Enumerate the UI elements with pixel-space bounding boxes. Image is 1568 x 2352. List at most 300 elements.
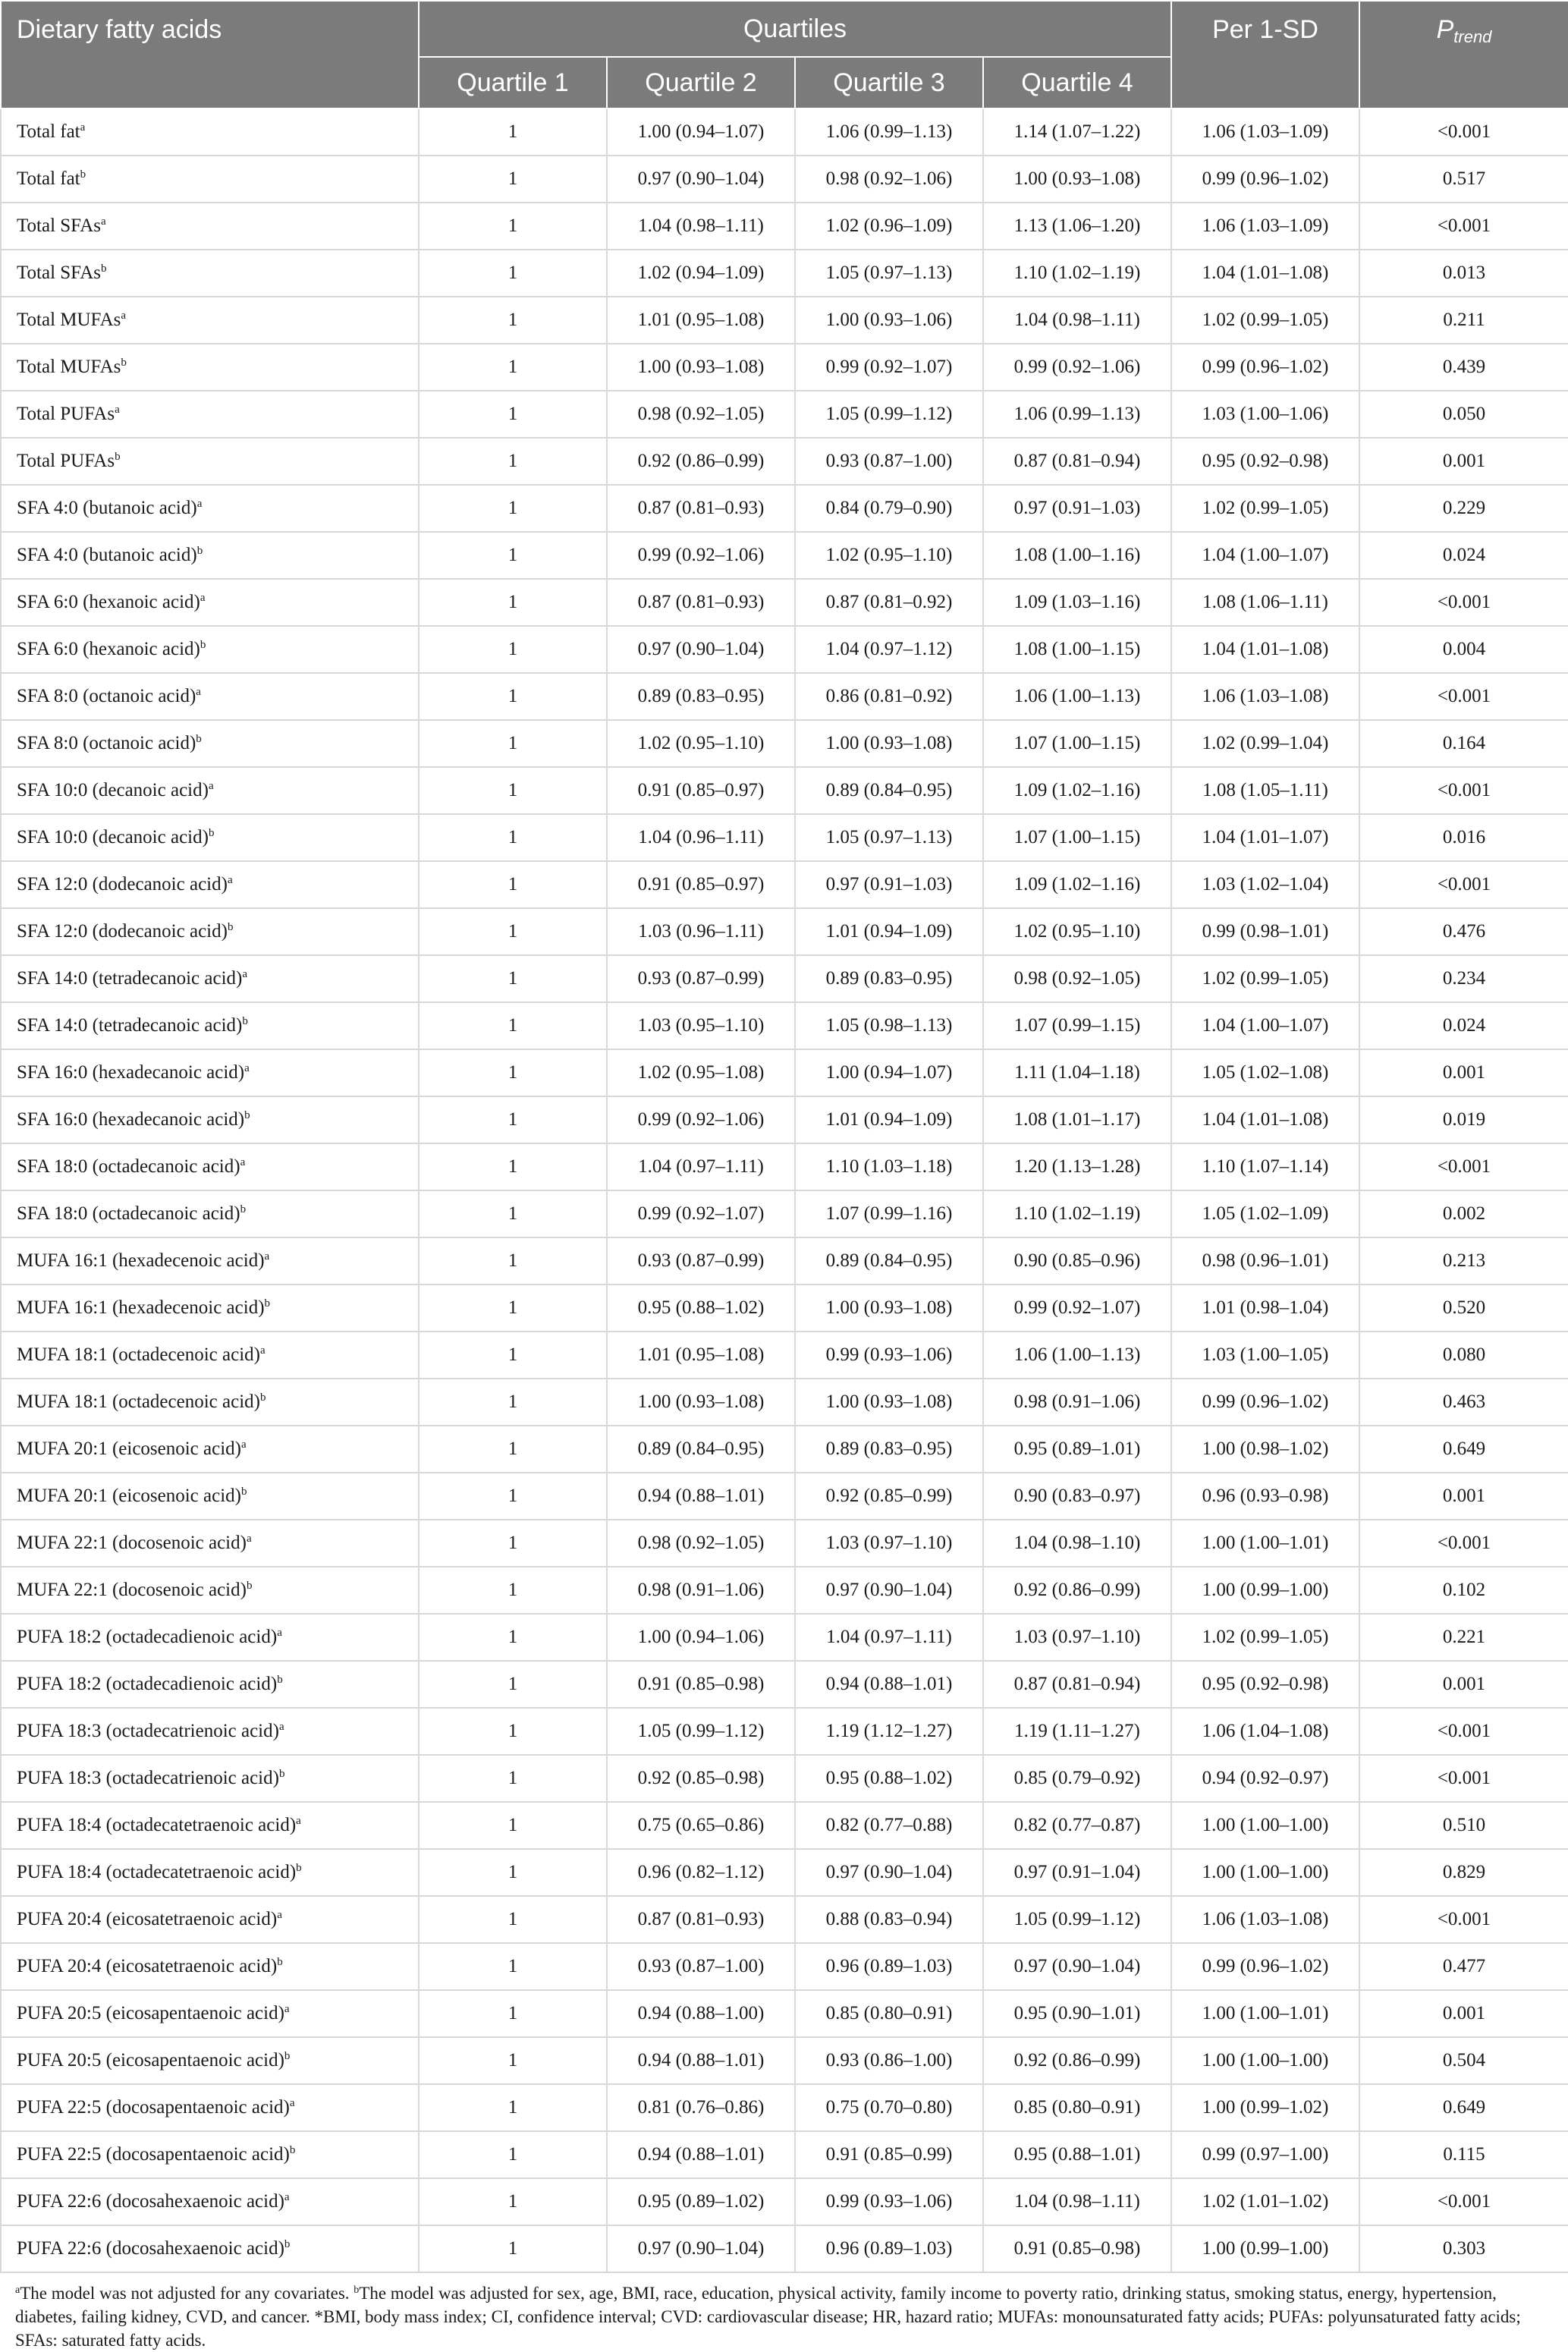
per-sd-cell: 1.04 (1.01–1.08) (1171, 626, 1359, 673)
quartile-3-cell: 0.85 (0.80–0.91) (795, 1990, 983, 2037)
fatty-acid-name: MUFA 20:1 (eicosenoic acid) (17, 1439, 241, 1459)
quartile-4-cell: 0.82 (0.77–0.87) (983, 1802, 1171, 1849)
model-footnote-marker: a (80, 121, 86, 134)
model-footnote-marker: b (284, 2238, 291, 2250)
fatty-acid-name-cell (1, 344, 419, 391)
fatty-acid-name: Total PUFAs (17, 404, 115, 424)
quartile-3-cell: 0.96 (0.89–1.03) (795, 1943, 983, 1990)
quartile-4-cell: 1.07 (1.00–1.15) (983, 720, 1171, 767)
table-row (1, 861, 1568, 908)
model-footnote-marker: a (264, 1250, 270, 1262)
quartile-2-cell: 1.00 (0.94–1.06) (607, 1614, 795, 1661)
quartile-3-cell: 1.02 (0.95–1.10) (795, 532, 983, 579)
per-sd-cell: 0.94 (0.92–0.97) (1171, 1755, 1359, 1802)
quartile-3-cell: 1.07 (0.99–1.16) (795, 1190, 983, 1237)
fatty-acid-name-cell (1, 673, 419, 720)
model-footnote-marker: b (278, 1768, 285, 1780)
fatty-acid-name: PUFA 20:4 (eicosatetraenoic acid) (17, 1956, 278, 1976)
fatty-acid-name-cell (1, 1237, 419, 1284)
fatty-acid-name-cell (1, 1049, 419, 1096)
quartile-4-cell: 0.91 (0.85–0.98) (983, 2225, 1171, 2272)
fatty-acid-name: MUFA 22:1 (docosenoic acid) (17, 1533, 247, 1553)
quartile-4-cell: 0.95 (0.90–1.01) (983, 1990, 1171, 2037)
quartile-2-cell: 0.95 (0.89–1.02) (607, 2178, 795, 2225)
fatty-acid-name: SFA 12:0 (dodecanoic acid) (17, 921, 228, 942)
fatty-acid-name: SFA 8:0 (octanoic acid) (17, 686, 196, 706)
table-row (1, 1379, 1568, 1426)
table-row (1, 485, 1568, 532)
table-row (1, 1473, 1568, 1520)
quartile-2-cell: 0.94 (0.88–1.00) (607, 1990, 795, 2037)
fatty-acid-name: Total fat (17, 121, 80, 142)
quartile-1-cell: 1 (419, 2084, 607, 2131)
fatty-acid-name-cell (1, 108, 419, 156)
quartile-1-cell: 1 (419, 861, 607, 908)
model-footnote-marker: b (121, 357, 127, 369)
model-footnote-marker: b (242, 1015, 248, 1027)
fatty-acid-name: SFA 10:0 (decanoic acid) (17, 780, 209, 800)
p-trend-cell: 0.213 (1359, 1237, 1568, 1284)
quartile-3-cell: 1.00 (0.93–1.08) (795, 720, 983, 767)
fatty-acid-name-cell (1, 720, 419, 767)
model-footnote-marker: b (80, 168, 86, 181)
quartile-2-cell: 1.01 (0.95–1.08) (607, 297, 795, 344)
quartile-4-cell: 1.06 (1.00–1.13) (983, 1332, 1171, 1379)
quartile-1-cell: 1 (419, 1473, 607, 1520)
footnote-a-marker: a (15, 2284, 20, 2296)
p-trend-cell: 0.477 (1359, 1943, 1568, 1990)
quartile-4-cell: 1.05 (0.99–1.12) (983, 1896, 1171, 1943)
per-sd-cell: 1.03 (1.00–1.05) (1171, 1332, 1359, 1379)
per-sd-cell: 1.00 (1.00–1.01) (1171, 1520, 1359, 1567)
quartile-1-cell: 1 (419, 767, 607, 814)
model-footnote-marker: b (277, 1956, 283, 1968)
fatty-acid-name: SFA 14:0 (tetradecanoic acid) (17, 1015, 243, 1036)
quartile-1-cell: 1 (419, 1943, 607, 1990)
quartile-3-cell: 0.93 (0.87–1.00) (795, 438, 983, 485)
per-sd-cell: 0.95 (0.92–0.98) (1171, 438, 1359, 485)
per-sd-cell: 1.04 (1.00–1.07) (1171, 532, 1359, 579)
fatty-acid-name: PUFA 18:4 (octadecatetraenoic acid) (17, 1862, 297, 1882)
quartile-4-cell: 0.99 (0.92–1.06) (983, 344, 1171, 391)
quartile-4-cell: 1.03 (0.97–1.10) (983, 1614, 1171, 1661)
model-footnote-marker: b (246, 1580, 253, 1592)
quartile-4-cell: 1.09 (1.02–1.16) (983, 767, 1171, 814)
table-row (1, 1426, 1568, 1473)
table-row (1, 1190, 1568, 1237)
quartile-4-cell: 0.95 (0.89–1.01) (983, 1426, 1171, 1473)
per-sd-cell: 1.02 (0.99–1.05) (1171, 485, 1359, 532)
quartile-2-cell: 0.93 (0.87–0.99) (607, 955, 795, 1002)
header-quartile-4: Quartile 4 (983, 57, 1171, 108)
fatty-acid-name: PUFA 18:2 (octadecadienoic acid) (17, 1674, 278, 1694)
table-row (1, 1002, 1568, 1049)
p-trend-cell: 0.004 (1359, 626, 1568, 673)
quartile-2-cell: 0.75 (0.65–0.86) (607, 1802, 795, 1849)
model-footnote-marker: b (259, 1391, 266, 1404)
fatty-acid-name-cell (1, 814, 419, 861)
model-footnote-marker: b (289, 2144, 296, 2156)
p-trend-cell: 0.476 (1359, 908, 1568, 955)
quartile-4-cell: 1.13 (1.06–1.20) (983, 203, 1171, 250)
quartile-1-cell: 1 (419, 1802, 607, 1849)
quartile-3-cell: 0.84 (0.79–0.90) (795, 485, 983, 532)
quartile-2-cell: 0.91 (0.85–0.98) (607, 1661, 795, 1708)
per-sd-cell: 1.06 (1.04–1.08) (1171, 1708, 1359, 1755)
quartile-4-cell: 0.98 (0.92–1.05) (983, 955, 1171, 1002)
quartile-2-cell: 0.81 (0.76–0.86) (607, 2084, 795, 2131)
model-footnote-marker: b (277, 1674, 283, 1686)
fatty-acid-name-cell (1, 2037, 419, 2084)
model-footnote-marker: a (101, 215, 106, 228)
quartile-4-cell: 1.08 (1.00–1.16) (983, 532, 1171, 579)
quartile-4-cell: 0.92 (0.86–0.99) (983, 2037, 1171, 2084)
quartile-2-cell: 1.00 (0.93–1.08) (607, 1379, 795, 1426)
quartile-2-cell: 0.97 (0.90–1.04) (607, 626, 795, 673)
model-footnote-marker: a (277, 1909, 282, 1921)
quartile-1-cell: 1 (419, 344, 607, 391)
quartile-1-cell: 1 (419, 720, 607, 767)
quartile-2-cell: 0.98 (0.92–1.05) (607, 1520, 795, 1567)
model-footnote-marker: a (200, 592, 206, 604)
quartile-4-cell: 1.06 (1.00–1.13) (983, 673, 1171, 720)
fatty-acid-name-cell (1, 1896, 419, 1943)
fatty-acid-name-cell (1, 250, 419, 297)
per-sd-cell: 1.01 (0.98–1.04) (1171, 1284, 1359, 1332)
model-footnote-marker: a (208, 780, 214, 792)
quartile-1-cell: 1 (419, 1614, 607, 1661)
quartile-2-cell: 0.99 (0.92–1.06) (607, 1096, 795, 1143)
quartile-1-cell: 1 (419, 1284, 607, 1332)
model-footnote-marker: a (289, 2097, 295, 2109)
fatty-acid-name-cell (1, 1708, 419, 1755)
quartile-2-cell: 0.98 (0.92–1.05) (607, 391, 795, 438)
table-row (1, 1049, 1568, 1096)
fatty-acid-name: PUFA 22:5 (docosapentaenoic acid) (17, 2144, 290, 2165)
quartile-3-cell: 0.89 (0.83–0.95) (795, 1426, 983, 1473)
p-trend-cell: 0.001 (1359, 1049, 1568, 1096)
quartile-4-cell: 0.85 (0.80–0.91) (983, 2084, 1171, 2131)
quartile-1-cell: 1 (419, 1332, 607, 1379)
p-trend-cell: 0.649 (1359, 2084, 1568, 2131)
p-trend-cell: 0.649 (1359, 1426, 1568, 1473)
fatty-acid-name: PUFA 18:4 (octadecatetraenoic acid) (17, 1815, 297, 1835)
quartile-2-cell: 1.05 (0.99–1.12) (607, 1708, 795, 1755)
fatty-acid-name: Total fat (17, 168, 80, 189)
quartile-2-cell: 1.02 (0.94–1.09) (607, 250, 795, 297)
quartile-3-cell: 0.96 (0.89–1.03) (795, 2225, 983, 2272)
fatty-acid-name: Total PUFAs (17, 451, 115, 471)
header-p-trend (1359, 1, 1568, 108)
quartile-2-cell: 1.02 (0.95–1.08) (607, 1049, 795, 1096)
model-footnote-marker: b (200, 639, 206, 651)
fatty-acid-name-cell (1, 1990, 419, 2037)
quartile-3-cell: 1.05 (0.97–1.13) (795, 250, 983, 297)
quartile-3-cell: 1.05 (0.97–1.13) (795, 814, 983, 861)
quartile-1-cell: 1 (419, 1190, 607, 1237)
model-footnote-marker: a (246, 1533, 252, 1545)
quartile-1-cell: 1 (419, 1567, 607, 1614)
p-trend-cell: 0.102 (1359, 1567, 1568, 1614)
quartile-1-cell: 1 (419, 1096, 607, 1143)
fatty-acid-name: SFA 6:0 (hexanoic acid) (17, 639, 200, 659)
fatty-acid-name: SFA 14:0 (tetradecanoic acid) (17, 968, 243, 989)
model-footnote-marker: a (196, 686, 201, 698)
quartile-3-cell: 0.99 (0.92–1.07) (795, 344, 983, 391)
p-trend-cell: <0.001 (1359, 108, 1568, 156)
quartile-4-cell: 1.04 (0.98–1.11) (983, 297, 1171, 344)
header-dietary-fatty-acids: Dietary fatty acids (1, 1, 419, 108)
quartile-4-cell: 1.04 (0.98–1.11) (983, 2178, 1171, 2225)
quartile-3-cell: 1.01 (0.94–1.09) (795, 1096, 983, 1143)
quartile-3-cell: 1.00 (0.94–1.07) (795, 1049, 983, 1096)
table-row (1, 2037, 1568, 2084)
per-sd-cell: 1.00 (0.99–1.02) (1171, 2084, 1359, 2131)
quartile-4-cell: 1.02 (0.95–1.10) (983, 908, 1171, 955)
quartile-1-cell: 1 (419, 2131, 607, 2178)
per-sd-cell: 0.99 (0.97–1.00) (1171, 2131, 1359, 2178)
per-sd-cell: 0.99 (0.98–1.01) (1171, 908, 1359, 955)
quartile-3-cell: 0.94 (0.88–1.01) (795, 1661, 983, 1708)
fatty-acid-name: PUFA 20:5 (eicosapentaenoic acid) (17, 2003, 284, 2023)
quartile-1-cell: 1 (419, 1849, 607, 1896)
quartile-3-cell: 0.89 (0.83–0.95) (795, 955, 983, 1002)
quartile-1-cell: 1 (419, 1990, 607, 2037)
quartile-2-cell: 0.97 (0.90–1.04) (607, 2225, 795, 2272)
per-sd-cell: 1.02 (1.01–1.02) (1171, 2178, 1359, 2225)
table-row (1, 391, 1568, 438)
quartile-1-cell: 1 (419, 108, 607, 156)
quartile-4-cell: 1.04 (0.98–1.10) (983, 1520, 1171, 1567)
quartile-1-cell: 1 (419, 1379, 607, 1426)
quartile-3-cell: 0.86 (0.81–0.92) (795, 673, 983, 720)
quartile-4-cell: 1.08 (1.01–1.17) (983, 1096, 1171, 1143)
model-footnote-marker: b (284, 2050, 291, 2062)
table-row (1, 250, 1568, 297)
table-row (1, 814, 1568, 861)
quartile-4-cell: 1.06 (0.99–1.13) (983, 391, 1171, 438)
quartile-3-cell: 0.95 (0.88–1.02) (795, 1755, 983, 1802)
table-row (1, 1990, 1568, 2037)
fatty-acid-name-cell (1, 955, 419, 1002)
table-row (1, 344, 1568, 391)
fatty-acid-name-cell (1, 2084, 419, 2131)
quartile-2-cell: 0.93 (0.87–0.99) (607, 1237, 795, 1284)
per-sd-cell: 1.03 (1.02–1.04) (1171, 861, 1359, 908)
quartile-4-cell: 0.97 (0.90–1.04) (983, 1943, 1171, 1990)
model-footnote-marker: a (241, 1439, 247, 1451)
p-trend-cell: 0.016 (1359, 814, 1568, 861)
p-trend-cell: <0.001 (1359, 203, 1568, 250)
p-trend-cell: 0.439 (1359, 344, 1568, 391)
quartile-4-cell: 1.09 (1.03–1.16) (983, 579, 1171, 626)
quartile-3-cell: 0.98 (0.92–1.06) (795, 156, 983, 203)
table-row (1, 1567, 1568, 1614)
fatty-acid-name: PUFA 22:5 (docosapentaenoic acid) (17, 2097, 290, 2118)
per-sd-cell: 1.00 (0.98–1.02) (1171, 1426, 1359, 1473)
fatty-acid-name-cell (1, 579, 419, 626)
fatty-acid-name-cell (1, 1002, 419, 1049)
p-trend-cell: 0.001 (1359, 438, 1568, 485)
table-row (1, 720, 1568, 767)
p-trend-cell: 0.001 (1359, 1661, 1568, 1708)
quartile-2-cell: 1.04 (0.97–1.11) (607, 1143, 795, 1190)
fatty-acid-name-cell (1, 1567, 419, 1614)
fatty-acid-name-cell (1, 1284, 419, 1332)
fatty-acid-name-cell (1, 391, 419, 438)
quartile-1-cell: 1 (419, 532, 607, 579)
p-trend-cell: 0.001 (1359, 1990, 1568, 2037)
fatty-acid-name: SFA 10:0 (decanoic acid) (17, 827, 209, 847)
per-sd-cell: 1.06 (1.03–1.08) (1171, 1896, 1359, 1943)
quartile-2-cell: 0.92 (0.86–0.99) (607, 438, 795, 485)
table-row (1, 1284, 1568, 1332)
quartile-1-cell: 1 (419, 2225, 607, 2272)
per-sd-cell: 1.06 (1.03–1.09) (1171, 108, 1359, 156)
model-footnote-marker: a (284, 2003, 290, 2015)
p-trend-cell: 0.080 (1359, 1332, 1568, 1379)
fatty-acid-name-cell (1, 1332, 419, 1379)
quartile-4-cell: 1.11 (1.04–1.18) (983, 1049, 1171, 1096)
quartile-2-cell: 1.01 (0.95–1.08) (607, 1332, 795, 1379)
quartile-3-cell: 0.97 (0.90–1.04) (795, 1567, 983, 1614)
per-sd-cell: 1.00 (1.00–1.00) (1171, 1802, 1359, 1849)
fatty-acid-name: MUFA 18:1 (octadecenoic acid) (17, 1344, 260, 1365)
quartile-1-cell: 1 (419, 579, 607, 626)
quartile-1-cell: 1 (419, 203, 607, 250)
per-sd-cell: 1.00 (0.99–1.00) (1171, 1567, 1359, 1614)
p-trend-cell: <0.001 (1359, 1896, 1568, 1943)
per-sd-cell: 1.08 (1.05–1.11) (1171, 767, 1359, 814)
quartile-2-cell: 0.93 (0.87–1.00) (607, 1943, 795, 1990)
quartile-2-cell: 0.94 (0.88–1.01) (607, 2037, 795, 2084)
quartile-2-cell: 0.94 (0.88–1.01) (607, 1473, 795, 1520)
model-footnote-marker: a (296, 1815, 301, 1827)
quartile-4-cell: 1.08 (1.00–1.15) (983, 626, 1171, 673)
table-row (1, 1896, 1568, 1943)
per-sd-cell: 1.04 (1.01–1.08) (1171, 250, 1359, 297)
per-sd-cell: 1.05 (1.02–1.09) (1171, 1190, 1359, 1237)
table-row (1, 2131, 1568, 2178)
quartile-2-cell: 0.99 (0.92–1.06) (607, 532, 795, 579)
model-footnote-marker: a (259, 1344, 266, 1357)
table-row (1, 2225, 1568, 2272)
quartile-2-cell: 1.03 (0.96–1.11) (607, 908, 795, 955)
fatty-acid-name: Total MUFAs (17, 310, 121, 330)
quartile-3-cell: 1.00 (0.93–1.08) (795, 1284, 983, 1332)
fatty-acid-name: SFA 8:0 (octanoic acid) (17, 733, 196, 753)
table-row (1, 1614, 1568, 1661)
per-sd-cell: 0.99 (0.96–1.02) (1171, 1943, 1359, 1990)
quartile-2-cell: 1.04 (0.98–1.11) (607, 203, 795, 250)
quartile-4-cell: 0.97 (0.91–1.03) (983, 485, 1171, 532)
header-quartile-1: Quartile 1 (419, 57, 607, 108)
fatty-acid-name-cell (1, 767, 419, 814)
per-sd-cell: 0.96 (0.93–0.98) (1171, 1473, 1359, 1520)
quartile-3-cell: 0.99 (0.93–1.06) (795, 2178, 983, 2225)
quartile-4-cell: 0.98 (0.91–1.06) (983, 1379, 1171, 1426)
table-row (1, 955, 1568, 1002)
quartile-1-cell: 1 (419, 485, 607, 532)
fatty-acid-name-cell (1, 1755, 419, 1802)
table-row (1, 1237, 1568, 1284)
p-trend-cell: <0.001 (1359, 861, 1568, 908)
fatty-acid-name-cell (1, 532, 419, 579)
table-row (1, 2084, 1568, 2131)
quartile-2-cell: 0.87 (0.81–0.93) (607, 1896, 795, 1943)
quartile-1-cell: 1 (419, 955, 607, 1002)
quartile-4-cell: 0.87 (0.81–0.94) (983, 1661, 1171, 1708)
quartile-3-cell: 1.00 (0.93–1.06) (795, 297, 983, 344)
quartile-1-cell: 1 (419, 156, 607, 203)
per-sd-cell: 1.10 (1.07–1.14) (1171, 1143, 1359, 1190)
model-footnote-marker: a (240, 1156, 246, 1168)
p-trend-cell: 0.164 (1359, 720, 1568, 767)
model-footnote-marker: b (244, 1109, 250, 1121)
fatty-acid-name: PUFA 22:6 (docosahexaenoic acid) (17, 2238, 284, 2259)
quartile-4-cell: 0.87 (0.81–0.94) (983, 438, 1171, 485)
p-trend-cell: 0.024 (1359, 532, 1568, 579)
p-trend-cell: <0.001 (1359, 2178, 1568, 2225)
model-footnote-marker: a (196, 498, 203, 510)
fatty-acid-name: PUFA 20:4 (eicosatetraenoic acid) (17, 1909, 278, 1929)
quartile-1-cell: 1 (419, 1708, 607, 1755)
per-sd-cell: 1.02 (0.99–1.05) (1171, 297, 1359, 344)
quartile-2-cell: 1.02 (0.95–1.10) (607, 720, 795, 767)
quartile-1-cell: 1 (419, 1143, 607, 1190)
quartile-4-cell: 0.85 (0.79–0.92) (983, 1755, 1171, 1802)
quartile-1-cell: 1 (419, 1237, 607, 1284)
fatty-acid-name-cell (1, 438, 419, 485)
model-footnote-marker: b (227, 921, 234, 933)
fatty-acid-name: SFA 18:0 (octadecanoic acid) (17, 1203, 240, 1224)
quartile-4-cell: 0.90 (0.83–0.97) (983, 1473, 1171, 1520)
table-row (1, 1520, 1568, 1567)
p-trend-cell: 0.115 (1359, 2131, 1568, 2178)
quartile-4-cell: 1.10 (1.02–1.19) (983, 250, 1171, 297)
quartile-3-cell: 0.93 (0.86–1.00) (795, 2037, 983, 2084)
model-footnote-marker: b (196, 733, 202, 745)
fatty-acid-name: MUFA 22:1 (docosenoic acid) (17, 1580, 247, 1600)
fatty-acid-name-cell (1, 2225, 419, 2272)
fatty-acid-name: SFA 18:0 (octadecanoic acid) (17, 1156, 240, 1177)
fatty-acid-name-cell (1, 1473, 419, 1520)
per-sd-cell: 1.04 (1.01–1.07) (1171, 814, 1359, 861)
table-row (1, 203, 1568, 250)
quartile-4-cell: 1.07 (1.00–1.15) (983, 814, 1171, 861)
quartile-1-cell: 1 (419, 1049, 607, 1096)
model-footnote-marker: b (241, 1486, 247, 1498)
quartile-3-cell: 0.97 (0.90–1.04) (795, 1849, 983, 1896)
p-trend-subscript: trend (1453, 27, 1492, 46)
quartile-4-cell: 1.09 (1.02–1.16) (983, 861, 1171, 908)
quartile-3-cell: 0.97 (0.91–1.03) (795, 861, 983, 908)
quartile-1-cell: 1 (419, 1002, 607, 1049)
quartile-3-cell: 0.82 (0.77–0.88) (795, 1802, 983, 1849)
table-row (1, 438, 1568, 485)
per-sd-cell: 0.95 (0.92–0.98) (1171, 1661, 1359, 1708)
quartile-3-cell: 1.05 (0.98–1.13) (795, 1002, 983, 1049)
quartile-3-cell: 0.99 (0.93–1.06) (795, 1332, 983, 1379)
fatty-acid-name-cell (1, 1096, 419, 1143)
quartile-3-cell: 0.88 (0.83–0.94) (795, 1896, 983, 1943)
p-trend-cell: <0.001 (1359, 1143, 1568, 1190)
footnote-b-text: The model was adjusted for sex, age, BMI, race, education, physical activity, family income to poverty ratio, drinking status, smoking status, energy, hypertension, diabetes, failing kidney, CVD, and cancer. *BMI, body mass index; CI, confidence interval; CVD: cardiovascular disease; HR, hazard ratio; MUFAs: monounsaturated fatty acids; PUFAs: polyunsaturated fatty acids; SFAs: saturated fatty acids. (15, 2284, 1521, 2350)
per-sd-cell: 1.04 (1.01–1.08) (1171, 1096, 1359, 1143)
quartile-1-cell: 1 (419, 1661, 607, 1708)
quartile-1-cell: 1 (419, 1426, 607, 1473)
quartile-1-cell: 1 (419, 1755, 607, 1802)
